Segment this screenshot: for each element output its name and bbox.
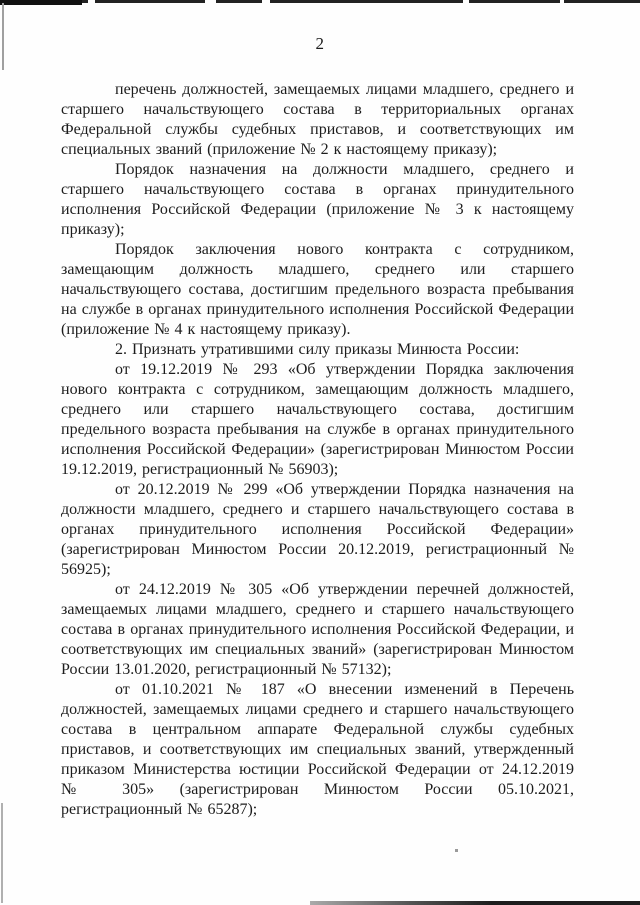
paragraph: от 20.12.2019 № 299 «Об утверждении Порядка назначения на должности младшего, среднего и старшего начальствующего состава в органах принудительного исполнения Российской Федерации» (зарегистрирован Минюстом России 20.12.2019, регистрационный № 56925); xyxy=(61,481,574,578)
paragraph: 2. Признать утратившими силу приказы Минюста России: xyxy=(115,341,520,358)
scan-artifact-speck xyxy=(455,849,458,852)
paragraph: от 01.10.2021 № 187 «О внесении изменений в Перечень должностей, замещаемых лицами среднего и старшего начальствующего состава в центральном аппарате Федеральной службы судебных приставов, и соответствующих им специальных званий, утвержденный приказом Министерства юстиции Российской Федерации от 24.12.2019 № 305» (зарегистрирован Минюстом России 05.10.2021, регистрационный № 65287); xyxy=(61,681,574,818)
scan-artifact-left-line xyxy=(1,803,3,903)
scan-artifact-top-bar xyxy=(0,0,640,3)
scan-artifact-left-line xyxy=(2,3,4,70)
scan-artifact-gap xyxy=(205,0,216,5)
scan-artifact-top-bar-thick xyxy=(0,0,82,5)
paragraph: перечень должностей, замещаемых лицами младшего, среднего и старшего начальствующего состава в территориальных органах Федеральной службы судебных приставов, и соответствующих им специальных званий (приложение № 2 к настоящему приказу); xyxy=(61,81,574,158)
paragraph: от 24.12.2019 № 305 «Об утверждении перечней должностей, замещаемых лицами младшего, среднего и старшего начальствующего состава в органах принудительного исполнения Российской Федерации, и соответствующих им специальных званий» (зарегистрирован Минюстом России 13.01.2020, регистрационный № 57132); xyxy=(61,581,574,678)
document-body xyxy=(0,80,640,820)
scan-artifact-bottom-bar xyxy=(310,901,640,905)
paragraph: Порядок заключения нового контракта с сотрудником, замещающим должность младшего, среднего или старшего начальствующего состава, достигшим предельного возраста пребывания на службе в органах принудительного исполнения Российской Федерации (приложение № 4 к настоящему приказу). xyxy=(61,241,574,338)
scan-artifact-gap xyxy=(262,0,270,5)
scan-artifact-gap xyxy=(88,0,95,5)
paragraph: от 19.12.2019 № 293 «Об утверждении Порядка заключения нового контракта с сотрудником, замещающим должность младшего, среднего или старшего начальствующего состава, достигшим предельного возраста пребывания на службе в органах принудительного исполнения Российской Федерации» (зарегистрирован Минюстом России 19.12.2019, регистрационный № 56903); xyxy=(61,361,574,478)
scan-artifact-gap xyxy=(560,0,564,5)
paragraph: Порядок назначения на должности младшего, среднего и старшего начальствующего состава в органах принудительного исполнения Российской Федерации (приложение № 3 к настоящему приказу); xyxy=(61,161,574,238)
scan-artifact-gap xyxy=(463,0,469,5)
page-number: 2 xyxy=(315,34,325,53)
